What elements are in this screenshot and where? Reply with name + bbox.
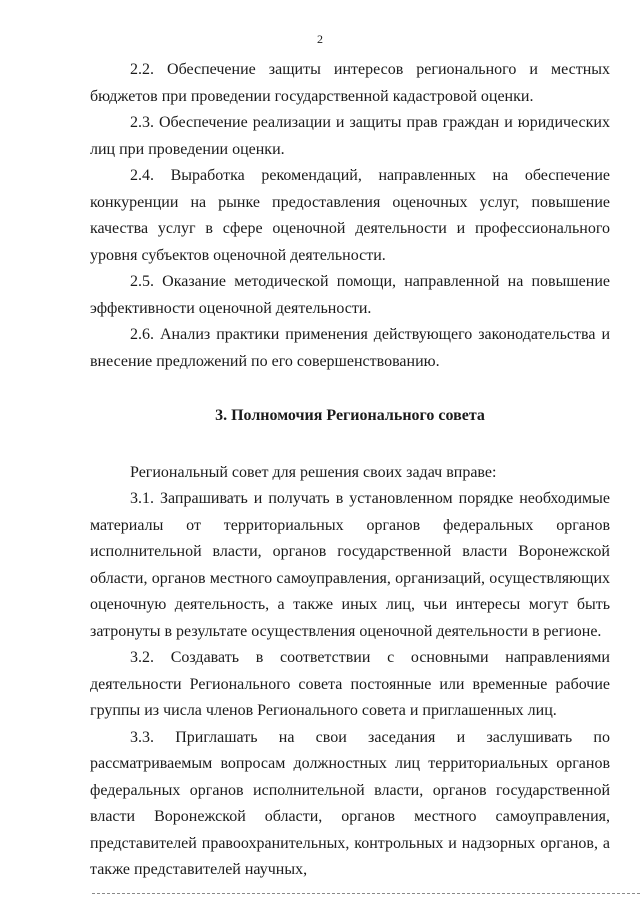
paragraph-3-2: 3.2. Создавать в соответствии с основными направлениями деятельности Регионального совета постоянные или временные рабочие группы из числа членов Регионального совета и приглашенных лиц.	[90, 649, 610, 719]
paragraph-2-4: 2.4. Выработка рекомендаций, направленных на обеспечение конкуренции на рынке предоставления оценочных услуг, повышение качества услуг в сфере оценочной деятельности и профессионального уровня субъектов оценочной деятельности.	[90, 167, 610, 264]
paragraph-2-5: 2.5. Оказание методической помощи, направленной на повышение эффективности оценочной деятельности.	[90, 273, 610, 317]
section-heading: 3. Полномочия Регионального совета	[215, 407, 485, 424]
page-number: 2	[317, 32, 323, 46]
paragraph-2-6: 2.6. Анализ практики применения действующего законодательства и внесение предложений по его совершенствованию.	[90, 326, 610, 370]
paragraph-3-1: 3.1. Запрашивать и получать в установленном порядке необходимые материалы от территориальных органов федеральных органов исполнительной власти, органов государственной власти Воронежской области, органов местного самоуправления, организаций, осуществляющих оценочную деятельность, а также иных лиц, чьи интересы могут быть затронуты в результате осуществления оценочной деятельности в регионе.	[90, 490, 610, 640]
bottom-edge-rule	[92, 893, 640, 894]
document-body	[90, 57, 610, 884]
paragraph-2-2: 2.2. Обеспечение защиты интересов регионального и местных бюджетов при проведении государственной кадастровой оценки.	[90, 61, 610, 105]
section-intro: Региональный совет для решения своих задач вправе:	[130, 463, 497, 481]
paragraph-3-3: 3.3. Приглашать на свои заседания и заслушивать по рассматриваемым вопросам должностных лиц территориальных органов федеральных органов исполнительной власти, органов государственной власти Воронежской области, органов местного самоуправления, представителей правоохранительных, контрольных и надзорных органов, а также представителей научных,	[90, 728, 610, 878]
paragraph-2-3: 2.3. Обеспечение реализации и защиты прав граждан и юридических лиц при проведении оценки.	[90, 114, 610, 158]
